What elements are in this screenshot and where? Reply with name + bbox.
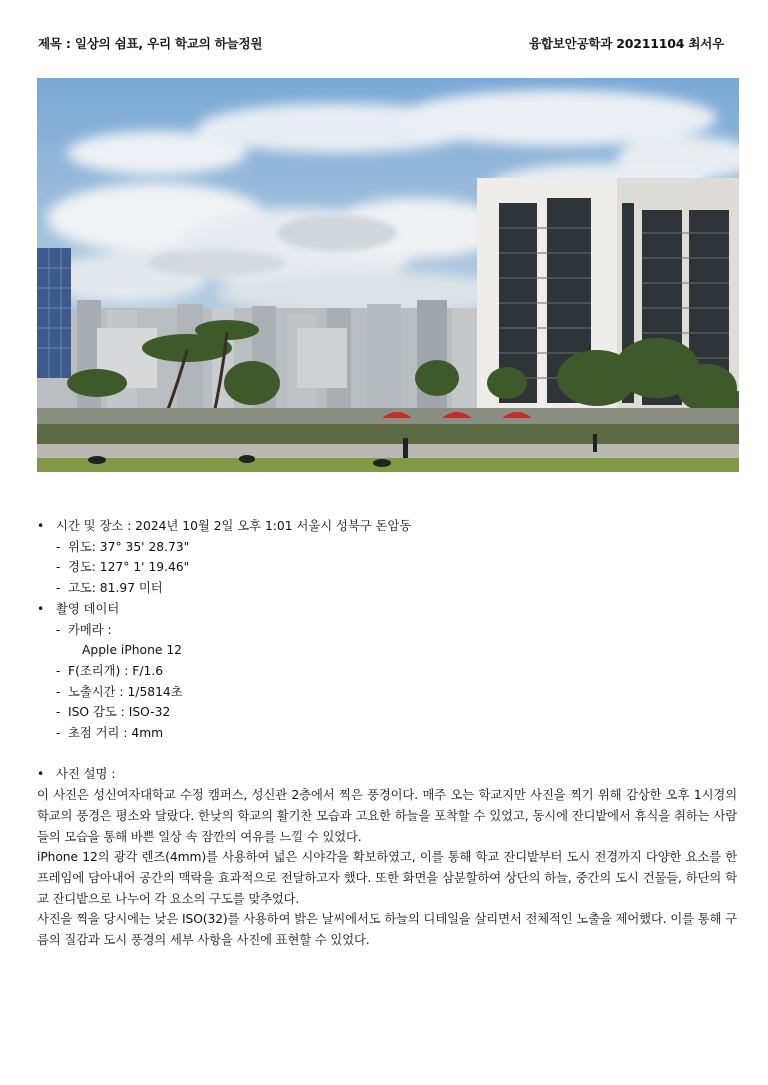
campus-photo — [37, 78, 739, 472]
document-title: 제목 : 일상의 쉼표, 우리 학교의 하늘정원 — [38, 36, 263, 51]
latitude: 위도: 37° 35' 28.73" — [68, 539, 190, 554]
focal-length: 초점 거리 : 4mm — [68, 726, 164, 741]
shooting-bullet — [37, 599, 737, 620]
longitude: 경도: 127° 1' 19.46" — [68, 560, 190, 575]
time-place-bullet — [37, 516, 737, 537]
camera-label: 카메라 : — [68, 622, 112, 637]
description-heading: 사진 설명 : — [56, 767, 116, 782]
campus-photo-illustration — [37, 78, 739, 472]
document-body — [37, 516, 737, 951]
bullet-symbol: • — [37, 519, 45, 533]
iso: ISO 감도 : ISO-32 — [68, 705, 171, 720]
camera-value: Apple iPhone 12 — [82, 643, 182, 658]
description-paragraph: 이 사진은 성신여자대학교 수정 캠퍼스, 성신관 2층에서 찍은 풍경이다. 매주 오는 학교지만 사진을 찍기 위해 감상한 오후 1시경의 학교의 풍경은 평소와 달랐다. 한낮의 학교의 활기찬 모습과 고요한 하늘을 포착할 수 있었고, 동시에 잔디밭에서 휴식을 취하는 사람들의 모습을 통해 바쁜 일상 속 잠깐의 여유를 느낄 수 있었다. — [37, 788, 737, 844]
location-item: - 경도: 127° 1' 19.46" — [56, 560, 190, 575]
altitude: 고도: 81.97 미터 — [68, 581, 163, 596]
shooting-item: - 노출시간 : 1/5814초 — [56, 684, 183, 699]
location-item: - 고도: 81.97 미터 — [56, 581, 163, 596]
exposure-time: 노출시간 : 1/5814초 — [68, 684, 183, 699]
aperture: F(조리개) : F/1.6 — [68, 663, 164, 678]
shooting-item: - ISO 감도 : ISO-32 — [56, 705, 171, 720]
shooting-item: - F(조리개) : F/1.6 — [56, 663, 164, 678]
shooting-item: - 초점 거리 : 4mm — [56, 726, 164, 741]
author-info: 융합보안공학과 20211104 최서우 — [528, 36, 724, 51]
bullet-symbol: • — [37, 767, 45, 782]
description-bullet — [37, 764, 737, 785]
page-header — [38, 34, 724, 52]
walkway — [37, 444, 739, 460]
bullet-symbol: • — [37, 601, 45, 616]
shooting-heading: 촬영 데이터 — [56, 601, 120, 616]
camera-item: - 카메라 : — [56, 622, 112, 637]
description-paragraph: 사진을 찍을 당시에는 낮은 ISO(32)를 사용하여 밝은 날씨에서도 하늘의 디테일을 살리면서 전체적인 노출을 제어했다. 이를 통해 구름의 질감과 도시 풍경의 세부 사항을 사진에 표현할 수 있었다. — [37, 912, 737, 948]
location-item: - 위도: 37° 35' 28.73" — [56, 539, 190, 554]
time-place-line: 시간 및 장소 : 2024년 10월 2일 오후 1:01 서울시 성북구 돈암동 — [56, 519, 412, 533]
description-paragraph: iPhone 12의 광각 렌즈(4mm)를 사용하여 넓은 시야각을 확보하였고, 이를 통해 학교 잔디밭부터 도시 전경까지 다양한 요소를 한 프레임에 담아내어 공간의 맥락을 효과적으로 전달하고자 했다. 또한 화면을 삼분할하여 상단의 하늘, 중간의 도시 건물들, 하단의 학교 잔디밭으로 나누어 각 요소의 구도를 맞추었다. — [37, 850, 737, 906]
